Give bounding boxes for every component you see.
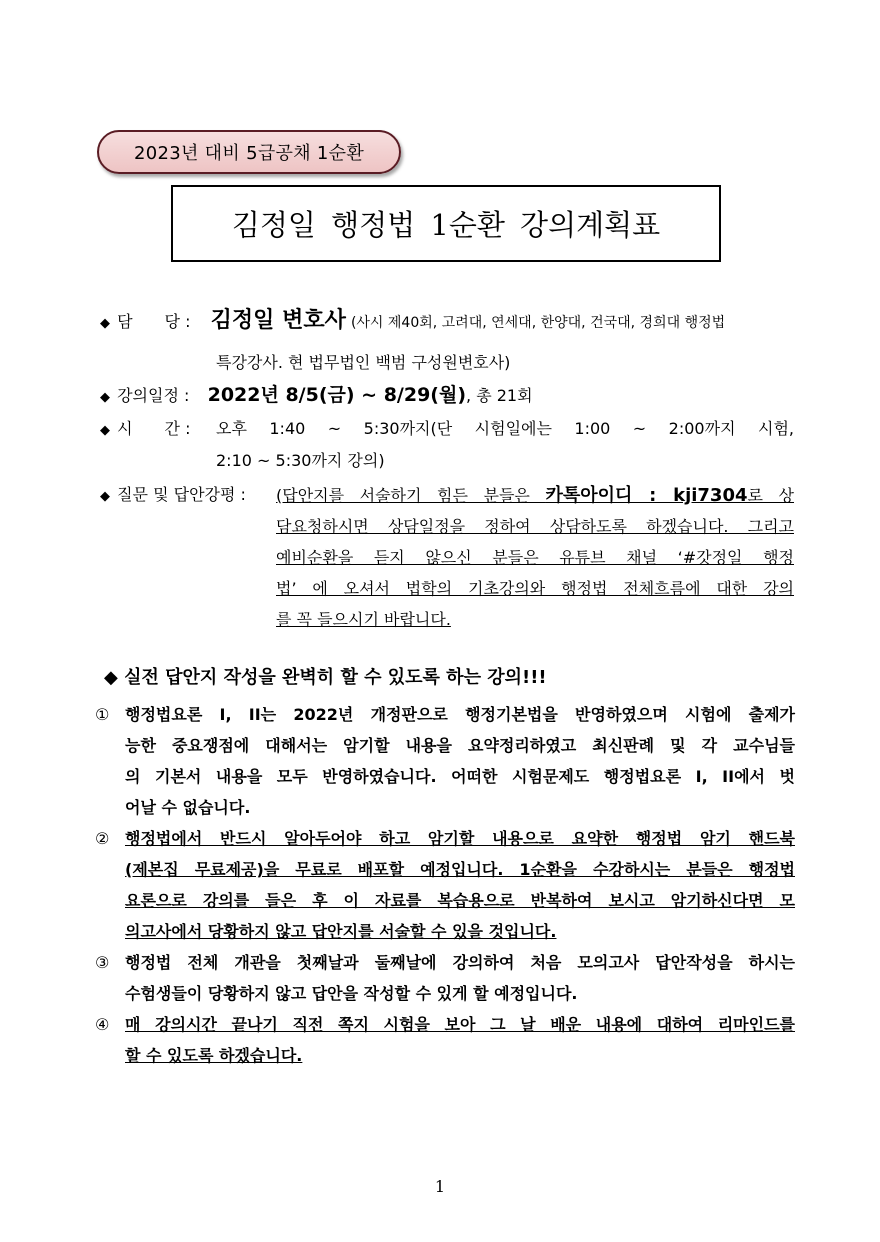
instructor-detail-cont: 특강강사. 현 법무법인 백범 구성원변호사)	[216, 353, 511, 372]
qa-line3: 예비순환을 듣지 않으신 분들은 유튜브 채널 ‘#갓정일 행정	[276, 548, 794, 567]
schedule-row	[100, 380, 533, 413]
qa-line1-post: 로 상	[747, 486, 794, 505]
instructor-label: 담 당 :	[117, 312, 191, 331]
instructor-row	[100, 306, 725, 339]
qa-line2: 담요청하시면 상담일정을 정하여 상담하도록 하겠습니다. 그리고	[276, 517, 794, 536]
features-headline: ◆ 실전 답안지 작성을 완벽히 할 수 있도록 하는 강의!!!	[104, 667, 547, 688]
feature-line: 할 수 있도록 하겠습니다.	[125, 1046, 303, 1065]
qa-line1-pre: (답안지를 서술하기 힘든 분들은	[276, 486, 546, 505]
diamond-bullet-icon: ◆	[100, 489, 110, 504]
feature-line: 수험생들이 당황하지 않고 답안을 작성할 수 있게 할 예정입니다.	[125, 984, 578, 1003]
feature-number: ②	[95, 829, 110, 848]
qa-row	[100, 480, 246, 512]
diamond-bullet-icon: ◆	[100, 316, 110, 331]
instructor-name: 김정일 변호사	[210, 308, 346, 333]
qa-line4: 법’ 에 오셔서 법학의 기초강의와 행정법 전체흐름에 대한 강의	[276, 579, 794, 598]
time-line1-wrap	[216, 414, 794, 444]
qa-line5: 를 꼭 들으시기 바랍니다.	[276, 610, 451, 629]
feature-item-3	[95, 947, 795, 1009]
feature-item-1	[95, 699, 795, 823]
time-line1: 오후 1:40 ~ 5:30까지(단 시험일에는 1:00 ~ 2:00까지 시험,	[216, 419, 794, 438]
feature-number: ③	[95, 953, 110, 972]
feature-line: 의 기본서 내용을 모두 반영하였습니다. 어떠한 시험문제도 행정법요론 I, II에서 벗	[125, 767, 795, 786]
feature-line: (제본집 무료제공)을 무료로 배포할 예정입니다. 1순환을 수강하시는 분들은 행정법	[125, 860, 795, 879]
qa-text	[276, 480, 794, 635]
feature-line: 능한 중요쟁점에 대해서는 암기할 내용을 요약정리하였고 최신판례 및 각 교수님들	[125, 736, 795, 755]
document-title: 김정일 행정법 1순환 강의계획표	[231, 208, 661, 242]
feature-line: 요론으로 강의를 들은 후 이 자료를 복습용으로 반복하여 보시고 암기하신다면 모	[125, 891, 795, 910]
feature-number: ④	[95, 1015, 110, 1034]
document-title-box	[171, 185, 721, 262]
diamond-bullet-icon: ◆	[100, 390, 110, 405]
course-badge-label: 2023년 대비 5급공채 1순환	[133, 143, 365, 164]
course-badge	[97, 130, 401, 174]
feature-item-4	[95, 1009, 795, 1071]
time-label: 시 간 :	[117, 419, 191, 438]
diamond-bullet-icon: ◆	[100, 423, 110, 438]
schedule-label: 강의일정 :	[117, 386, 190, 405]
schedule-dates: 2022년 8/5(금) ~ 8/29(월)	[207, 384, 467, 406]
feature-line: 행정법요론 I, II는 2022년 개정판으로 행정기본법을 반영하였으며 시험에 출제가	[125, 705, 795, 724]
feature-line: 행정법에서 반드시 알아두어야 하고 암기할 내용으로 요약한 행정법 암기 핸드북	[125, 829, 795, 848]
time-line2: 2:10 ~ 5:30까지 강의)	[216, 451, 385, 470]
feature-line: 매 강의시간 끝나기 직전 쪽지 시험을 보아 그 날 배운 내용에 대하여 리마인드를	[125, 1015, 795, 1034]
kakao-id: 카톡아이디 : kji7304	[545, 485, 748, 506]
instructor-detail: (사시 제40회, 고려대, 연세대, 한양대, 건국대, 경희대 행정법	[350, 315, 726, 331]
features-list	[95, 699, 795, 1071]
qa-label: 질문 및 답안강평 :	[117, 485, 246, 504]
feature-line: 행정법 전체 개관을 첫째날과 둘째날에 강의하여 처음 모의고사 답안작성을 하시는	[125, 953, 795, 972]
page-number: 1	[434, 1177, 446, 1196]
time-row	[100, 414, 190, 446]
feature-line: 어날 수 없습니다.	[125, 798, 251, 817]
qa-line1	[276, 480, 794, 511]
feature-line: 의고사에서 당황하지 않고 답안지를 서술할 수 있을 것입니다.	[125, 922, 557, 941]
feature-item-2	[95, 823, 795, 947]
schedule-total: , 총 21회	[466, 386, 533, 405]
feature-number: ①	[95, 705, 110, 724]
